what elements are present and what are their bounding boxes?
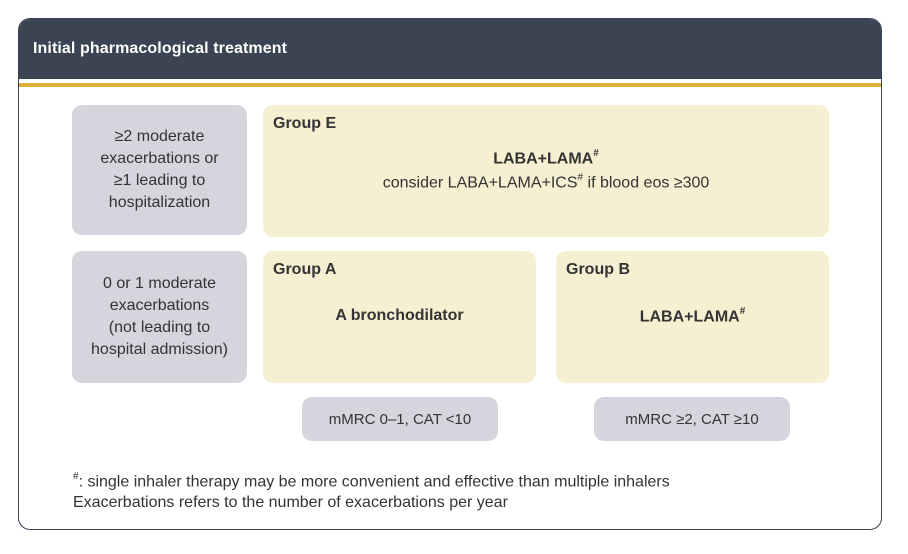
group-e-secondary-pre: consider LABA+LAMA+ICS [382, 174, 578, 192]
group-b-title: Group B [566, 261, 630, 278]
group-e-primary-text: LABA+LAMA [493, 150, 594, 168]
exacerbation-high-label [72, 105, 247, 235]
low-label-line: exacerbations [109, 297, 210, 314]
footnote-exacerbations: Exacerbations refers to the number of exacerbations per year [73, 494, 508, 511]
high-label-line: ≥1 leading to [113, 172, 206, 189]
footnote-single-inhaler [73, 472, 670, 491]
low-label-line: 0 or 1 moderate [103, 275, 216, 292]
treatment-card [18, 18, 882, 530]
low-label-line: hospital admission) [91, 341, 228, 358]
criteria-high-text: mMRC ≥2, CAT ≥10 [625, 410, 759, 428]
group-b-box [556, 251, 829, 383]
low-label-line: (not leading to [108, 319, 211, 336]
accent-stripe [19, 83, 881, 87]
group-e-secondary-post: if blood eos ≥300 [583, 174, 710, 192]
high-label-line: ≥2 moderate [114, 128, 205, 145]
card-header [19, 19, 881, 79]
high-label-line: hospitalization [108, 194, 211, 211]
group-e-primary-sup: # [593, 148, 599, 159]
group-e-title: Group E [273, 115, 337, 132]
group-a-box [263, 251, 536, 383]
criteria-high-symptoms [594, 397, 790, 441]
card-title: Initial pharmacological treatment [33, 40, 288, 57]
group-e-primary [263, 149, 829, 168]
group-b-text [556, 307, 829, 326]
group-a-title: Group A [273, 261, 337, 278]
group-b-text-sup: # [739, 306, 746, 317]
criteria-low-text: mMRC 0–1, CAT <10 [328, 410, 472, 428]
group-a-text: A bronchodilator [335, 307, 464, 324]
group-b-text-main: LABA+LAMA [639, 308, 740, 326]
high-label-line: exacerbations or [100, 150, 219, 167]
group-e-secondary-sup: # [577, 172, 584, 183]
group-e-box [263, 105, 829, 237]
group-e-secondary [263, 173, 829, 192]
criteria-low-symptoms [302, 397, 498, 441]
exacerbation-low-label [72, 251, 247, 383]
footnote-1-text: : single inhaler therapy may be more convenient and effective than multiple inhalers [78, 473, 670, 491]
footnote-marker: # [73, 471, 79, 482]
